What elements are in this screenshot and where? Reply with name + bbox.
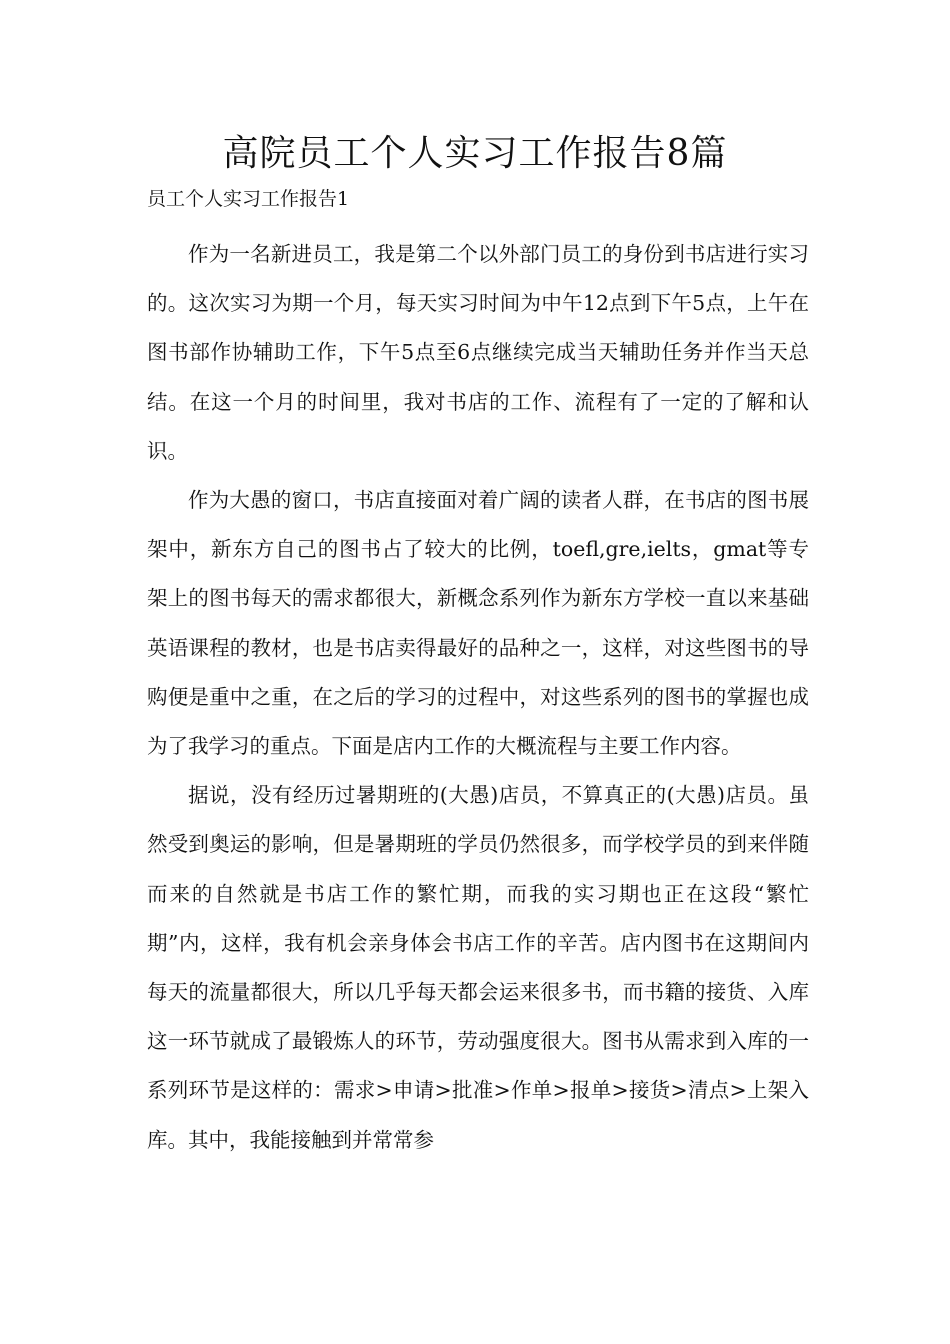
- section-heading: 员工个人实习工作报告1: [147, 188, 350, 210]
- paragraph-1: 作为一名新进员工，我是第二个以外部门员工的身份到书店进行实习的。这次实习为期一个月，每天实习时间为中午12点到下午5点，上午在图书部作协辅助工作，下午5点至6点继续完成当天辅助任务并作当天总结。在这一个月的时间里，我对书店的工作、流程有了一定的了解和认识。: [147, 242, 809, 463]
- paragraph-2: 作为大愚的窗口，书店直接面对着广阔的读者人群，在书店的图书展架中，新东方自己的图书占了较大的比例，toefl,gre,ielts，gmat等专架上的图书每天的需求都很大，新概念系列作为新东方学校一直以来基础英语课程的教材，也是书店卖得最好的品种之一，这样，对这些图书的导购便是重中之重，在之后的学习的过程中，对这些系列的图书的掌握也成为了我学习的重点。下面是店内工作的大概流程与主要工作内容。: [147, 488, 809, 759]
- body-text: [147, 230, 809, 1165]
- document-title: 高院员工个人实习工作报告8篇: [222, 133, 728, 174]
- paragraph-3: 据说，没有经历过暑期班的(大愚)店员，不算真正的(大愚)店员。虽然受到奥运的影响，但是暑期班的学员仍然很多，而学校学员的到来伴随而来的自然就是书店工作的繁忙期，而我的实习期也正在这段“繁忙期”内，这样，我有机会亲身体会书店工作的辛苦。店内图书在这期间内每天的流量都很大，所以几乎每天都会运来很多书，而书籍的接货、入库这一环节就成了最锻炼人的环节，劳动强度很大。图书从需求到入库的一系列环节是这样的：需求>申请>批准>作单>报单>接货>清点>上架入库。其中，我能接触到并常常参: [147, 783, 809, 1152]
